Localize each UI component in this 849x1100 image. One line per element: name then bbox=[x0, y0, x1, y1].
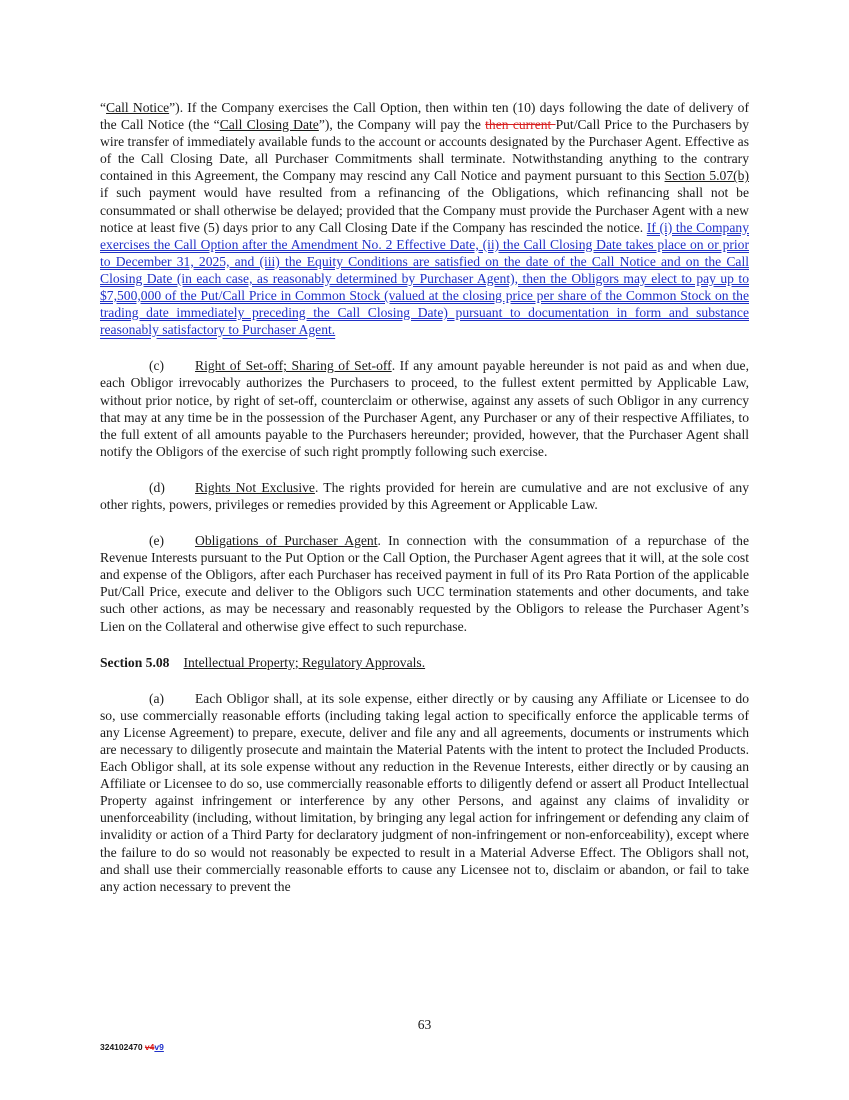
deleted-text: then current bbox=[485, 117, 556, 133]
defined-term-call-notice: Call Notice bbox=[106, 100, 170, 115]
paragraph-letter: (e) bbox=[149, 533, 165, 549]
paragraph-5-08-a bbox=[100, 690, 749, 895]
paragraph-letter: (a) bbox=[149, 690, 165, 706]
paragraph-heading: Rights Not Exclusive bbox=[195, 479, 315, 495]
text-run: Put/Call Price to the Purchasers by wire transfer of immediately available funds to the account or accounts designated by the Purchaser Agent. Effective as of the Call Closing Date, all Purchaser Commitments shall terminate. Notwithstanding anything to the contrary contained in this Agreement, the Company may rescind any Call Notice and payment pursuant to this bbox=[100, 117, 749, 184]
document-id-footer bbox=[100, 1042, 164, 1052]
paragraph-e bbox=[100, 532, 749, 635]
paragraph-text: . In connection with the consummation of a repurchase of the Revenue Interests pursuant to the Put Option or the Call Option, the Purchaser Agent agrees that it will, at the sole cost and expense of the Obligors, after each Purchaser has received payment in full of its Pro Rata Portion of the applicable Put/Call Price, execute and deliver to the Obligors such UCC termination statements and other documents, and take such other actions, as may be necessary and reasonably requested by the Obligors to release the Purchaser Agent’s Lien on the Collateral and otherwise give effect to such repurchase. bbox=[100, 533, 749, 634]
paragraph-text: . The rights provided for herein are cumulative and are not exclusive of any other rights, powers, privileges or remedies provided by this Agreement or Applicable Law. bbox=[100, 479, 749, 512]
document-body bbox=[100, 99, 749, 895]
paragraph-letter: (c) bbox=[149, 358, 165, 374]
doc-number: 324102470 bbox=[100, 1042, 143, 1052]
text-run: if such payment would have resulted from a refinancing of the Obligations, which refinancing shall not be consummated or shall otherwise be delayed; provided that the Company must provide the Purchaser Agent with a new notice at least five (5) days prior to any Call Closing Date if the Company has rescinded the notice. bbox=[100, 185, 749, 235]
paragraph-text: . If any amount payable hereunder is not paid as and when due, each Obligor irrevocably authorizes the Purchasers to proceed, to the fullest extent permitted by Applicable Law, without prior notice, by right of set-off, counterclaim or otherwise, against any assets of such Obligor in any currency that may at any time be in the possession of the Purchaser Agent, any Purchaser or any of their respective Affiliates, to the full extent of all amounts payable to the Purchasers hereunder; provided, however, that the Purchaser Agent shall notify the Obligors of the exercise of such right promptly following such exercise. bbox=[100, 358, 749, 459]
defined-term-call-closing-date: Call Closing Date bbox=[219, 117, 319, 133]
section-title: Intellectual Property; Regulatory Approvals. bbox=[183, 654, 426, 670]
section-heading-5-08 bbox=[100, 654, 749, 671]
page-number: 63 bbox=[417, 1017, 432, 1032]
text-run: ”), the Company will pay the bbox=[318, 117, 486, 133]
paragraph-heading: Obligations of Purchaser Agent bbox=[195, 533, 378, 549]
paragraph-c bbox=[100, 357, 749, 460]
section-reference: Section 5.07(b) bbox=[664, 168, 749, 184]
paragraph-letter: (d) bbox=[149, 479, 165, 495]
paragraph-heading: Right of Set-off; Sharing of Set-off bbox=[195, 358, 392, 374]
doc-version-inserted: v9 bbox=[154, 1042, 164, 1052]
doc-version-deleted: v4 bbox=[144, 1042, 155, 1052]
section-label: Section 5.08 bbox=[100, 654, 170, 670]
paragraph-d bbox=[100, 479, 749, 513]
paragraph-text: Each Obligor shall, at its sole expense, either directly or by causing any Affiliate or Licensee to do so, use commercially reasonable efforts (including taking legal action to specifically enforce the applicable terms of any License Agreement) to prepare, execute, deliver and file any and all agreements, documents or instruments which are necessary to diligently prosecute and maintain the Material Patents with the intent to protect the Included Products. Each Obligor shall, at its sole expense without any reduction in the Revenue Interests, either directly or by causing an Affiliate or Licensee to do so, use commercially reasonable efforts to diligently defend or assert all Product Intellectual Property against infringement or interference by any other Persons, and against any claims of invalidity or unenforceability (including, without limitation, by bringing any legal action for infringement or defending any claim of invalidity or action of a Third Party for declaratory judgment of non-infringement or non-enforceability), except where the failure to do so would not reasonably be expected to result in a Material Adverse Effect. The Obligors shall not, and shall use their commercially reasonable efforts to cause any Licensee not to, disclaim or abandon, or fail to take any action necessary to prevent the bbox=[100, 690, 749, 894]
text-run: ”). If the Company exercises the Call Option, then within ten (10) days following the date of delivery of the Call Notice (the “ bbox=[100, 100, 749, 133]
paragraph-call-notice bbox=[100, 99, 749, 338]
inserted-text: If (i) the Company exercises the Call Option after the Amendment No. 2 Effective Date, (ii) the Call Closing Date takes place on or prior to December 31, 2025, and (iii) the Equity Conditions are satisfied on the date of the Call Notice and on the Call Closing Date (in each case, as reasonably determined by Purchaser Agent), then the Obligors may elect to pay up to $7,500,000 of the Put/Call Price in Common Stock (valued at the closing price per share of the Common Stock on the trading date immediately preceding the Call Closing Date) pursuant to documentation in form and substance reasonably satisfactory to Purchaser Agent. bbox=[100, 219, 749, 338]
text-run: “ bbox=[100, 100, 107, 115]
